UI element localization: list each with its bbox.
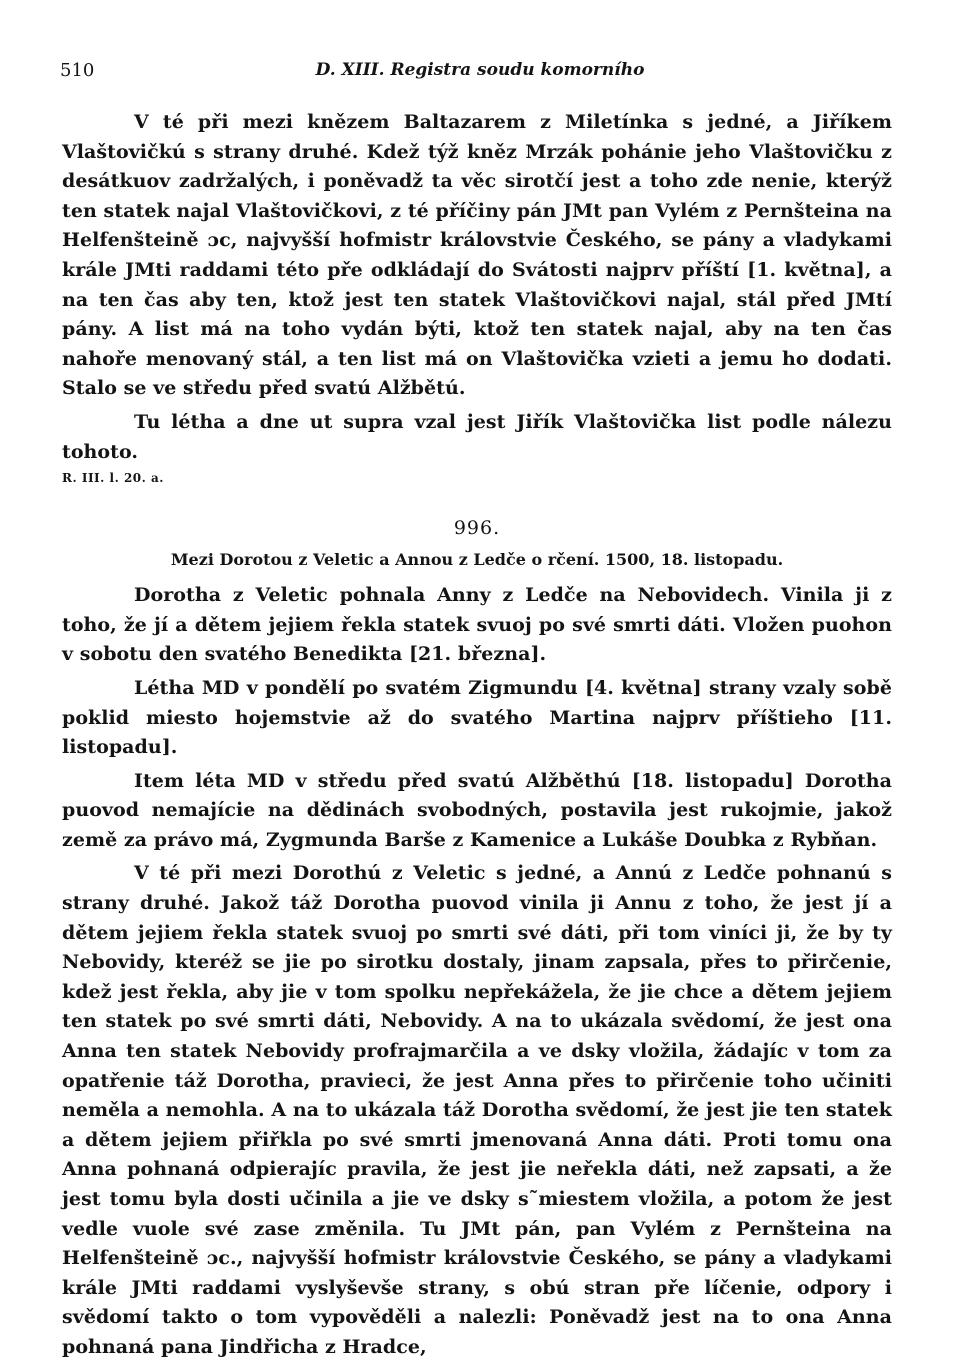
page-header [60, 60, 900, 90]
paragraph: Tu létha a dne ut supra vzal jest Jiřík Vlaštovička list podle nálezu tohoto. [62, 410, 892, 463]
page-number: 510 [60, 60, 95, 81]
source-reference: R. III. l. 20. a. [62, 471, 164, 486]
paragraph: Létha MD v pondělí po svatém Zigmundu [4. května] strany vzaly sobě poklid miesto hojemstvie až do svatého Martina najprv příštieho [11. listopadu]. [62, 676, 892, 759]
paragraph: V té při mezi Dorothú z Veletic s jedné, a Annú z Ledče pohnanú s strany druhé. Jakož táž Dorotha puovod vinila ji Annu z toho, že jest jí a dětem jejiem řekla statek svuoj po smrti své dáti, při tom viníci ji, že by ty Nebovidy, kteréž se jie po sirotku dostaly, jinam zapsala, přes to přirčenie, kdež jest řekla, aby jie v tom spolku nepřekážela, že jie chce a dětem jejiem ten statek po své smrti dáti, Nebovidy. A na to ukázala svědomí, že jest ona Anna ten statek Nebovidy profrajmarčila a ve dsky vložila, žádajíc v tom za opatřenie táž Dorotha, pravieci, že jest Anna přes to přirčenie toho učiniti neměla a nemohla. A na to ukázala táž Dorotha svědomí, že jest jie ten statek a dětem jejiem přiřkla po své smrti jmenovaná Anna dáti. Proti tomu ona Anna pohnaná odpierajíc pravila, že jest jie neřekla dáti, než zapsati, a že jest tomu byla dosti učinila a jie ve dsky s˜miestem vložila, a potom že jest vedle vuole své zase změnila. Tu JMt pán, pan Vylém z Pernšteina na Helfenšteině ɔc., najvyšší hofmistr královstvie Českého, se pány a vladykami krále JMti raddami vyslyševše strany, s obú stran pře líčenie, odpory i svědomí takto o tom vypověděli a nalezli: Poněvadž jest na to ona Anna pohnaná pana Jindřicha z Hradce, [62, 862, 892, 1358]
entry-number: 996. [453, 517, 501, 540]
entry-summary: Mezi Dorotou z Veletic a Annou z Ledče o rčení. 1500, 18. listopadu. [170, 550, 784, 570]
paragraph: V té při mezi knězem Baltazarem z Miletínka s jedné, a Jiříkem Vlaštovičkú s strany druhé. Kdež týž kněz Mrzák pohánie jeho Vlaštovičku z desátkuov zadržalých, i poněvadž ta věc sirotčí jest a toho zde nenie, kterýž ten statek najal Vlaštovičkovi, z té příčiny pán JMt pan Vylém z Pernšteina na Helfenšteině ɔc, najvyšší hofmistr královstvie Českého, se pány a vladykami krále JMti raddami této pře odkládají do Svátosti najprv příští [1. května], a na ten čas aby ten, ktož jest ten statek Vlaštovičkovi najal, stál před JMtí pány. A list má na toho vydán býti, ktož ten statek najal, aby na ten čas nahoře menovaný stál, a ten list má on Vlaštovička vzieti a jemu ho dodati. Stalo se ve středu před svatú Alžbětú. [62, 111, 892, 400]
running-title: D. XIII. Registra soudu komorního [315, 60, 645, 80]
paragraph: Dorotha z Veletic pohnala Anny z Ledče na Nebovidech. Vinila ji z toho, že jí a dětem jejiem řekla statek svuoj po své smrti dáti. Vložen puohon v sobotu den svatého Benedikta [21. března]. [62, 584, 892, 666]
paragraph: Item léta MD v středu před svatú Alžběthú [18. listopadu] Dorotha puovod nemajície na dědinách svobodných, postavila jest rukojmie, jakož země za právo má, Zygmunda Barše z Kamenice a Lukáše Doubka z Rybňan. [62, 769, 892, 851]
page-body [62, 108, 892, 1363]
